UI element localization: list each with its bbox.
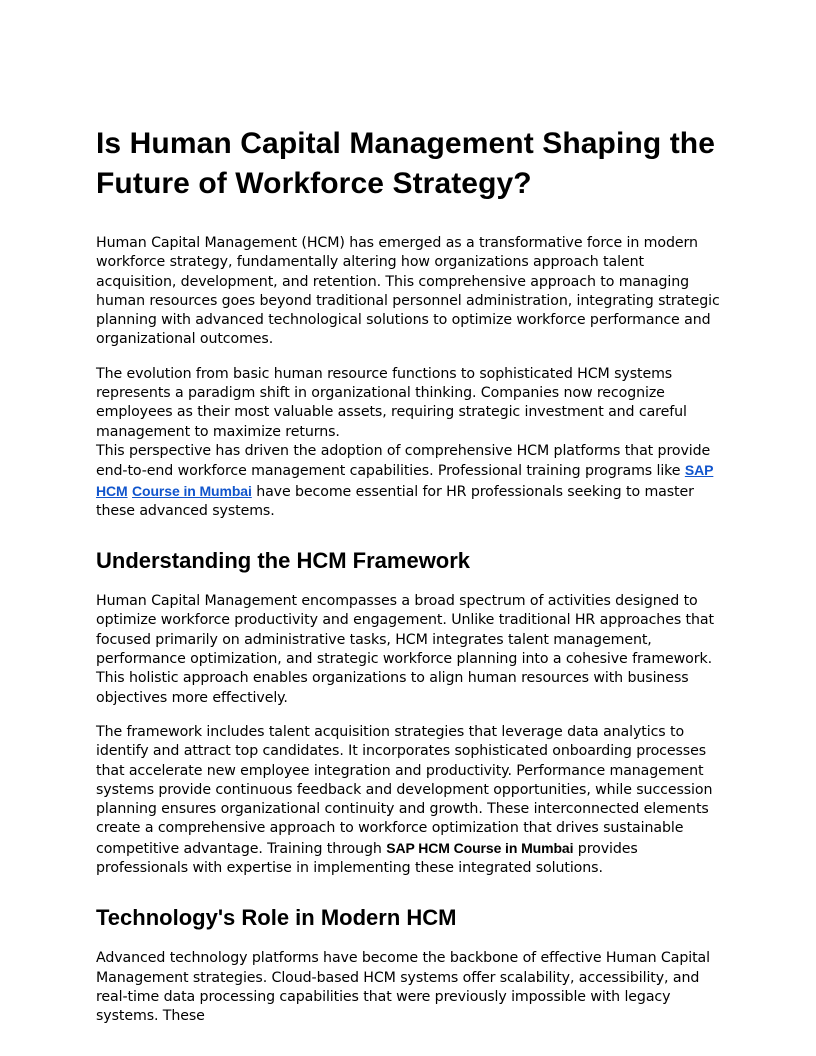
course-in-mumbai-link[interactable]: Course in Mumbai <box>132 482 252 499</box>
sap-hcm-course-term: SAP HCM Course in Mumbai <box>386 839 574 856</box>
sap-hcm-link[interactable]: SAP HCM <box>96 462 714 499</box>
intro-paragraph-1: Human Capital Management (HCM) has emerged as a transformative force in modern workforce strategy, fundamentally altering how organizations approach talent acquisition, development, and retention. This comprehensive approach to managing human resources goes beyond traditional personnel administration, integrating strategic planning with advanced technological solutions to optimize workforce performance and organizational outcomes. <box>96 235 720 348</box>
framework-paragraph-1: Human Capital Management encompasses a broad spectrum of activities designed to optimize workforce productivity and engagement. Unlike traditional HR approaches that focused primarily on administrative tasks, HCM integrates talent management, performance optimization, and strategic workforce planning into a cohesive framework. This holistic approach enables organizations to align human resources with business objectives more effectively. <box>96 593 714 706</box>
intro-paragraph-2-text-2: This perspective has driven the adoption of comprehensive HCM platforms that provide <box>96 442 711 459</box>
technology-paragraph-1: Advanced technology platforms have become the backbone of effective Human Capital Management strategies. Cloud-based HCM systems offer scalability, accessibility, and real-time data processing capabilities that were previously impossible with legacy systems. These <box>96 950 710 1025</box>
section-heading-technology-role: Technology's Role in Modern HCM <box>96 905 457 931</box>
intro-paragraph-2 <box>96 365 726 521</box>
document-content <box>96 124 726 1042</box>
framework-paragraph-2 <box>96 723 726 878</box>
section-heading-hcm-framework: Understanding the HCM Framework <box>96 548 471 574</box>
intro-paragraph-2-text-4: have become essential for HR professionals seeking to master these advanced systems. <box>96 483 694 519</box>
framework-paragraph-2-text-1: The framework includes talent acquisition strategies that leverage data analytics to identify and attract top candidates. It incorporates sophisticated onboarding processes that accelerate new employee integration and productivity. Performance management systems provide continuous feedback and development opportunities, while succession planning ensures organizational continuity and growth. These interconnected elements create a comprehensive approach to workforce optimization that drives sustainable competitive advantage. Training through <box>96 723 713 857</box>
framework-paragraph-2-text-2: provides professionals with expertise in implementing these integrated solutions. <box>96 840 638 877</box>
page-title: Is Human Capital Management Shaping the Future of Workforce Strategy? <box>96 127 715 200</box>
intro-paragraph-2-text-1: The evolution from basic human resource functions to sophisticated HCM systems represents a paradigm shift in organizational thinking. Companies now recognize employees as their most valuable assets, requiring strategic investment and careful management to maximize returns. <box>96 365 687 440</box>
intro-paragraph-2-text-3: end-to-end workforce management capabilities. Professional training programs like <box>96 463 681 480</box>
